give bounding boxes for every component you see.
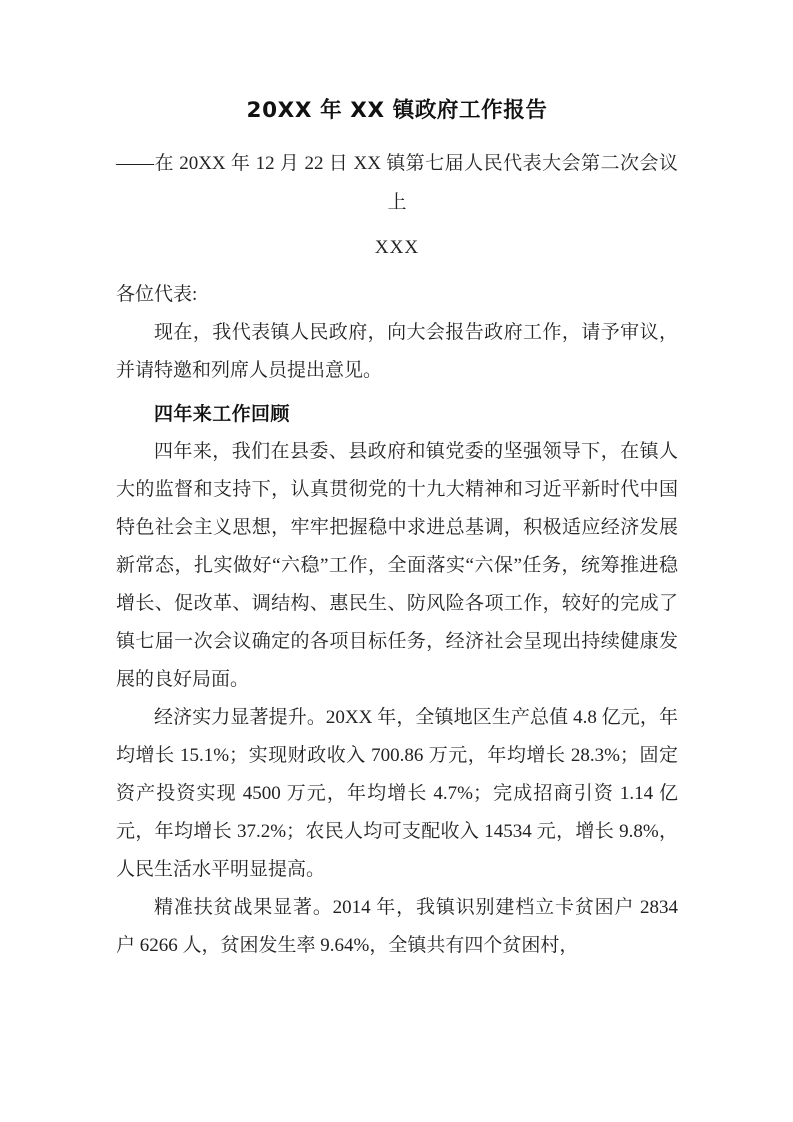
section-paragraph: 精准扶贫战果显著。2014 年，我镇识别建档立卡贫困户 2834 户 6266 人，贫困发生率 9.64%，全镇共有四个贫困村， [116, 897, 678, 956]
opening-paragraph: 现在，我代表镇人民政府，向大会报告政府工作，请予审议，并请特邀和列席人员提出意见。 [116, 322, 678, 381]
page-title: 20XX 年 XX 镇政府工作报告 [246, 98, 548, 123]
salutation: 各位代表: [116, 284, 198, 305]
section-heading-work-review: 四年来工作回顾 [154, 403, 290, 425]
section-paragraph: 四年来，我们在县委、县政府和镇党委的坚强领导下，在镇人大的监督和支持下，认真贯彻党的十九大精神和习近平新时代中国特色社会主义思想，牢牢把握稳中求进总基调，积极适应经济发展新常态，扎实做好“六稳”工作，全面落实“六保”任务，统筹推进稳增长、促改革、调结构、惠民生、防风险各项工作，较好的完成了镇七届一次会议确定的各项目标任务，经济社会呈现出持续健康发展的良好局面。 [116, 441, 678, 690]
section-paragraph: 经济实力显著提升。20XX 年，全镇地区生产总值 4.8 亿元，年均增长 15.1%；实现财政收入 700.86 万元，年均增长 28.3%；固定资产投资实现 4500 万元，年均增长 4.7%；完成招商引资 1.14 亿元，年均增长 37.2%；农民人均可支配收入 14534 元，增长 9.8%，人民生活水平明显提高。 [116, 707, 678, 880]
page-content [116, 0, 678, 965]
document-subtitle: ——在 20XX 年 12 月 22 日 XX 镇第七届人民代表大会第二次会议上 [116, 153, 678, 213]
document-author: XXX [374, 237, 420, 258]
